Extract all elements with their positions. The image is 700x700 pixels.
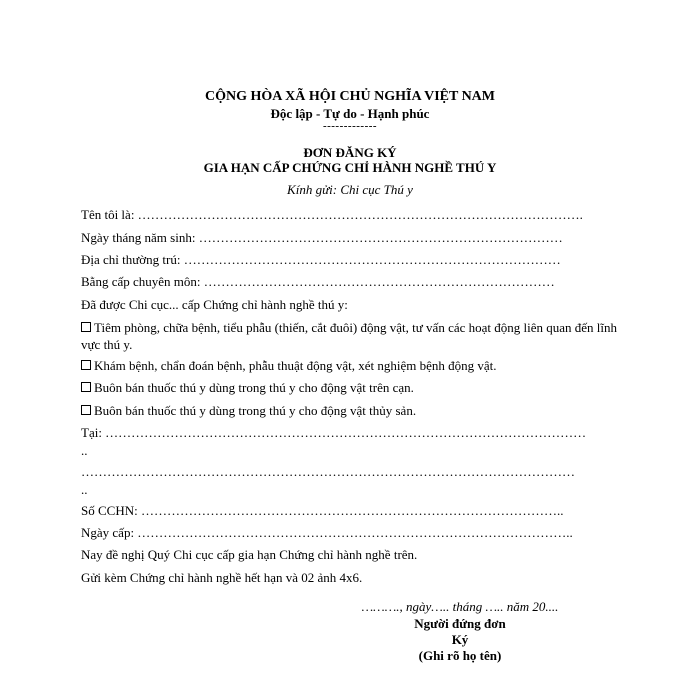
granted-label: Đã được Chi cục... cấp Chứng chỉ hành nghề thú y: [81, 297, 348, 312]
recipient: Kính gửi: Chi cục Thú y [287, 182, 413, 197]
option-examination[interactable] [81, 358, 497, 374]
option-aquatic-drugs[interactable] [81, 403, 416, 419]
location-field[interactable]: Tại: ………………………………………………………………………………………………… [81, 425, 587, 440]
header-divider: ------------- [322, 120, 378, 132]
location-field-2[interactable]: …………………………………………………………………………………………………… [81, 464, 575, 479]
signer-role: Người đứng đơn [414, 616, 506, 631]
degree-field[interactable]: Bằng cấp chuyên môn: ……………………………………………………………………… [81, 274, 555, 289]
signature-date: ………., ngày….. tháng ….. năm 20.... [361, 599, 559, 614]
request-text: Nay đề nghị Quý Chi cục cấp gia hạn Chứng chỉ hành nghề trên. [81, 547, 418, 562]
option-label: Khám bệnh, chẩn đoán bệnh, phẫu thuật động vật, xét nghiệm bệnh động vật. [94, 358, 497, 373]
signature-note: (Ghi rõ họ tên) [418, 648, 502, 663]
nation-heading: CỘNG HÒA XÃ HỘI CHỦ NGHĨA VIỆT NAM [204, 89, 495, 104]
cert-date-field[interactable]: Ngày cấp: ……………………………………………………………………………………….. [81, 525, 573, 540]
option-label: Buôn bán thuốc thú y dùng trong thú y cho động vật trên cạn. [94, 380, 414, 395]
motto: Độc lập - Tự do - Hạnh phúc [270, 106, 430, 121]
option-land-animal-drugs[interactable] [81, 380, 414, 396]
location-continuation: .. [81, 443, 88, 458]
checkbox-icon[interactable] [81, 322, 91, 332]
dob-field[interactable]: Ngày tháng năm sinh: ………………………………………………………………………… [81, 230, 563, 245]
signature-label: Ký [451, 632, 469, 647]
option-label: Buôn bán thuốc thú y dùng trong thú y cho động vật thủy sản. [94, 403, 417, 418]
address-field[interactable]: Địa chỉ thường trú: …………………………………………………………………………… [81, 252, 561, 267]
checkbox-icon[interactable] [81, 360, 91, 370]
name-field[interactable]: Tên tôi là: …………………………………………………………………………………………. [81, 207, 583, 222]
location-continuation-2: .. [81, 482, 88, 497]
cert-number-field[interactable]: Số CCHN: …………………………………………………………………………………….. [81, 503, 564, 518]
option-label: Tiêm phòng, chữa bệnh, tiểu phẫu (thiến, cắt đuôi) động vật, tư vấn các hoạt động liên quan đến lĩnh vực thú y. [81, 320, 618, 352]
form-subtitle: GIA HẠN CẤP CHỨNG CHỈ HÀNH NGHỀ THÚ Y [203, 160, 497, 175]
checkbox-icon[interactable] [81, 405, 91, 415]
option-vaccination[interactable] [81, 319, 621, 353]
checkbox-icon[interactable] [81, 382, 91, 392]
form-title: ĐƠN ĐĂNG KÝ [303, 145, 397, 160]
attachment-text: Gửi kèm Chứng chỉ hành nghề hết hạn và 02 ảnh 4x6. [81, 570, 363, 585]
